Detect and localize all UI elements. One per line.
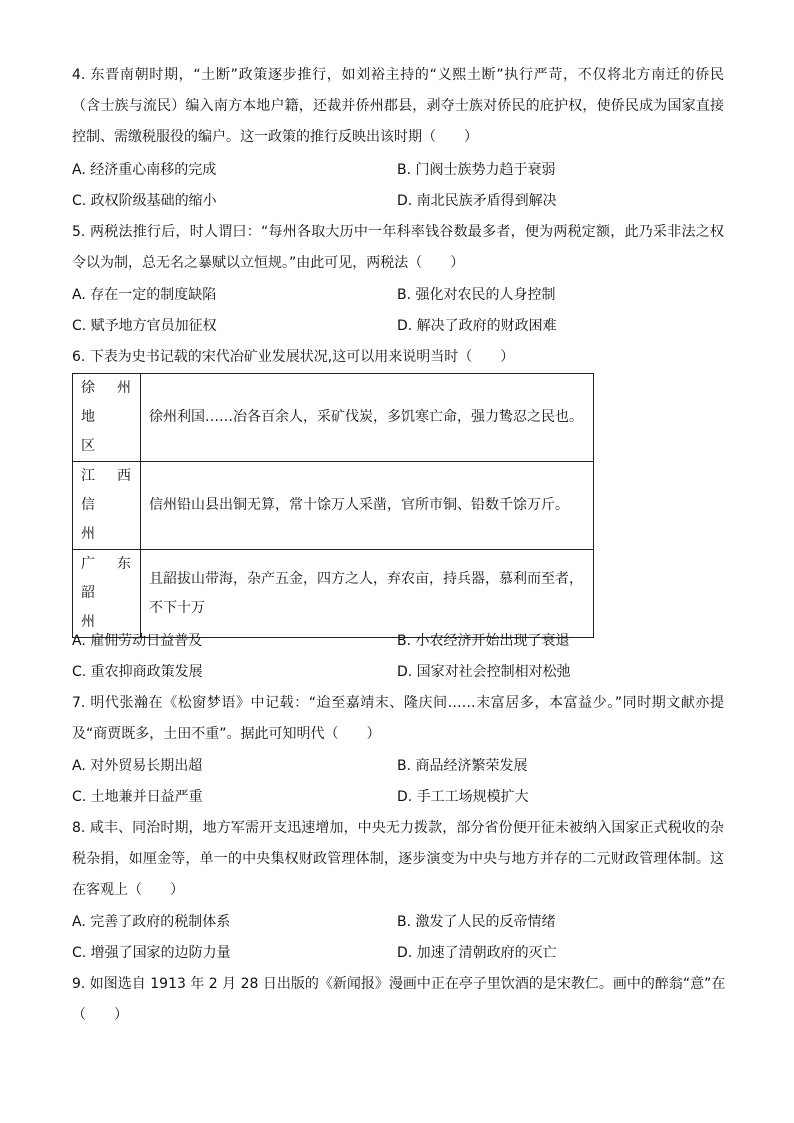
q4-stem-line-3: 控制、需缴税服役的编户。这一政策的推行反映出该时期（ ） [72, 129, 478, 145]
q6-mining-table [72, 373, 594, 638]
q9-stem-line-1: 9. 如图选自 1913 年 2 月 28 日出版的《新闻报》漫画中正在亭子里饮酒的是宋教仁。画中的醉翁“意”在 [72, 976, 726, 992]
q8-option-c[interactable]: C. 增强了国家的边防力量 [72, 945, 231, 961]
table-row [73, 462, 594, 550]
q6-stem-line-1: 6. 下表为史书记载的宋代冶矿业发展状况,这可以用来说明当时（ ） [72, 349, 515, 365]
region-line: 江 西 信 [81, 468, 132, 513]
q8-stem-line-1: 8. 咸丰、同治时期，地方军需开支迅速增加，中央无力拨款，部分省份便开征未被纳入国家正式税收的杂 [72, 820, 724, 836]
region-line: 广 东 韶 [81, 556, 132, 601]
cell-text-line: 徐州利国……冶各百余人，采矿伐炭，多饥寒亡命，强力鸷忍之民也。 [149, 409, 583, 425]
q5-option-b[interactable]: B. 强化对农民的人身控制 [397, 287, 556, 303]
region-line: 州 [81, 526, 96, 542]
table-row [73, 374, 594, 462]
q5-option-c[interactable]: C. 赋予地方官员加征权 [72, 318, 217, 334]
table-region-cell [73, 374, 141, 462]
q6-option-c[interactable]: C. 重农抑商政策发展 [72, 664, 203, 680]
q4-stem-line-2: （含士族与流民）编入南方本地户籍，还裁并侨州郡县，剥夺士族对侨民的庇护权，使侨民成为国家直接 [72, 98, 724, 114]
cell-text-line: 不下十万 [149, 599, 205, 616]
q6-option-b[interactable]: B. 小农经济开始出现了衰退 [397, 633, 570, 649]
q8-option-a[interactable]: A. 完善了政府的税制体系 [72, 914, 231, 930]
q8-option-b[interactable]: B. 激发了人民的反帝情绪 [397, 914, 556, 930]
table-text-cell [141, 550, 594, 638]
q6-option-d[interactable]: D. 国家对社会控制相对松弛 [397, 664, 571, 680]
q4-stem-line-1: 4. 东晋南朝时期，“土断”政策逐步推行，如刘裕主持的“义熙土断”执行严苛，不仅将北方南迁的侨民 [72, 67, 724, 83]
region-line: 徐 州 地 [81, 380, 132, 425]
table-text-cell [141, 462, 594, 550]
table-region-cell [73, 462, 141, 550]
q6-option-a[interactable]: A. 雇佣劳动日益普及 [72, 633, 203, 649]
q4-option-a[interactable]: A. 经济重心南移的完成 [72, 162, 217, 178]
q5-stem-line-1: 5. 两税法推行后，时人谓曰：“每州各取大历中一年科率钱谷数最多者，便为两税定额，此乃采非法之权 [72, 224, 724, 240]
region-line: 区 [81, 438, 96, 454]
q5-option-a[interactable]: A. 存在一定的制度缺陷 [72, 287, 217, 303]
q7-option-a[interactable]: A. 对外贸易长期出超 [72, 758, 203, 774]
q5-option-d[interactable]: D. 解决了政府的财政困难 [397, 318, 557, 334]
q4-option-d[interactable]: D. 南北民族矛盾得到解决 [397, 193, 557, 209]
table-region-cell [73, 550, 141, 638]
q4-option-b[interactable]: B. 门阀士族势力趋于衰弱 [397, 162, 556, 178]
cell-text-line: 且韶拔山带海，杂产五金，四方之人，弃农亩，持兵器，慕利而至者， [149, 570, 583, 587]
q7-stem-line-2: 及“商贾既多，土田不重”。据此可知明代（ ） [72, 726, 381, 742]
q7-stem-line-1: 7. 明代张瀚在《松窗梦语》中记载：“迨至嘉靖末、隆庆间……末富居多，本富益少。”同时期文献亦提 [72, 695, 724, 711]
q8-stem-line-2: 税杂捐，如厘金等，单一的中央集权财政管理体制，逐步演变为中央与地方并存的二元财政管理体制。这 [72, 851, 724, 867]
table-text-cell [141, 374, 594, 462]
q5-stem-line-2: 令以为制，总无名之暴赋以立恒规。”由此可见，两税法（ ） [72, 255, 465, 271]
q9-stem-line-2: （ ） [72, 1007, 128, 1023]
cell-text-line: 信州铅山县出铜无算，常十馀万人采凿，官所市铜、铅数千馀万斤。 [149, 497, 569, 513]
table-row [73, 550, 594, 638]
q8-option-d[interactable]: D. 加速了清朝政府的灭亡 [397, 945, 557, 961]
q7-option-d[interactable]: D. 手工工场规模扩大 [397, 789, 529, 805]
q7-option-c[interactable]: C. 土地兼并日益严重 [72, 789, 203, 805]
q7-option-b[interactable]: B. 商品经济繁荣发展 [397, 758, 528, 774]
region-line: 州 [81, 614, 96, 630]
q4-option-c[interactable]: C. 政权阶级基础的缩小 [72, 193, 217, 209]
q8-stem-line-3: 在客观上（ ） [72, 882, 184, 898]
